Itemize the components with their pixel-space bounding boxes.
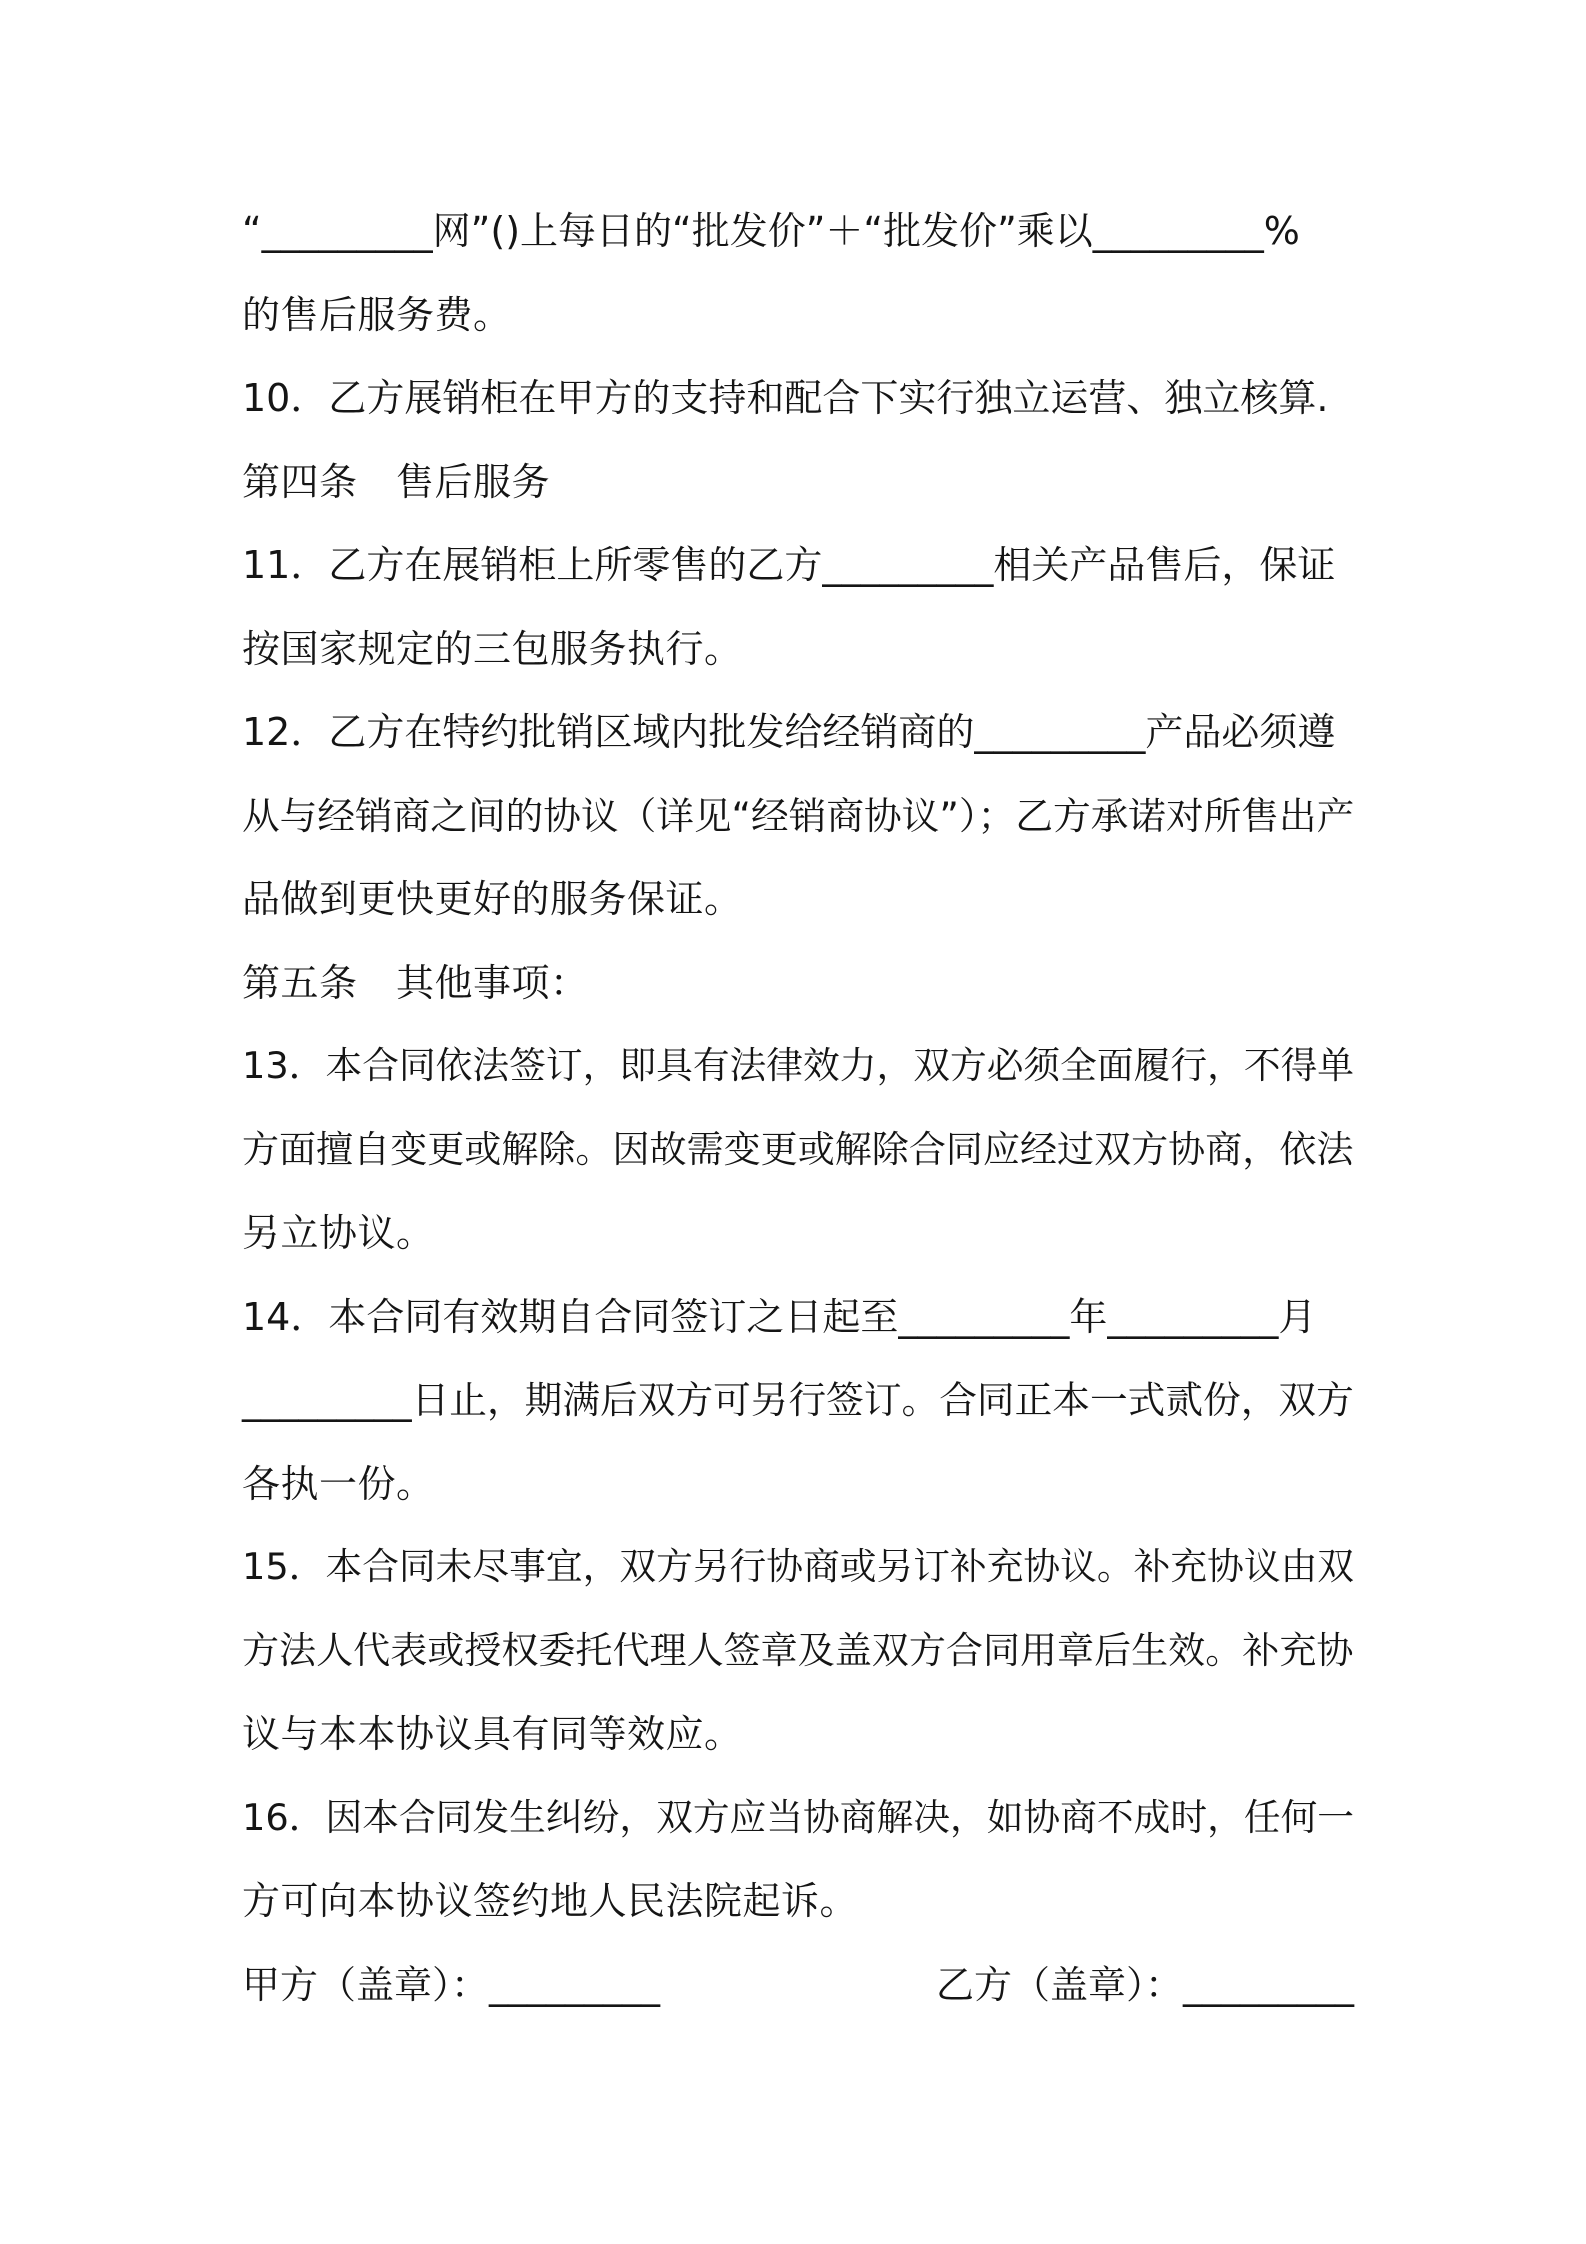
contract-text [242, 196, 1354, 1950]
text-line: 品做到更快更好的服务保证。 [242, 877, 743, 921]
text-line: 议与本本协议具有同等效应。 [242, 1712, 743, 1756]
text-line: 11．乙方在展销柜上所零售的乙方_________相关产品售后，保证 [242, 543, 1336, 587]
party-a-seal-line: 甲方（盖章）：_________ [242, 1962, 661, 2007]
contract-body [242, 196, 1354, 2033]
party-b-seal-line: 乙方（盖章）：_________ [935, 1962, 1354, 2007]
text-line: 10．乙方展销柜在甲方的支持和配合下实行独立运营、独立核算. [242, 376, 1329, 420]
text-line: _________日止，期满后双方可另行签订。合同正本一式贰份，双方 [242, 1378, 1354, 1422]
text-line: 15．本合同未尽事宜，双方另行协商或另订补充协议。补充协议由双 [242, 1545, 1355, 1588]
text-line: 16．因本合同发生纠纷，双方应当协商解决，如协商不成时，任何一 [242, 1795, 1355, 1839]
text-line: 按国家规定的三包服务执行。 [242, 626, 743, 671]
text-line: 方法人代表或授权委托代理人签章及盖双方合同用章后生效。补充协 [242, 1628, 1354, 1672]
text-line: 12．乙方在特约批销区域内批发给经销商的_________产品必须遵 [242, 710, 1336, 754]
text-line: 方可向本协议签约地人民法院起诉。 [242, 1879, 859, 1923]
text-line: 另立协议。 [242, 1211, 435, 1255]
text-line: 方面擅自变更或解除。因故需变更或解除合同应经过双方协商，依法 [242, 1127, 1354, 1171]
text-line: 的售后服务费。 [242, 292, 512, 337]
text-line: 第五条 其他事项： [242, 960, 589, 1005]
text-line: 第四条 售后服务 [242, 459, 551, 504]
text-line: “_________网”()上每日的“批发价”＋“批发价”乘以_________% [242, 209, 1300, 253]
text-line: 14．本合同有效期自合同签订之日起至_________年_________月 [242, 1294, 1317, 1339]
signature-row [242, 1950, 1354, 2034]
text-line: 从与经销商之间的协议（详见“经销商协议”）；乙方承诺对所售出产 [242, 793, 1355, 838]
text-line: 13．本合同依法签订，即具有法律效力，双方必须全面履行，不得单 [242, 1044, 1355, 1087]
text-line: 各执一份。 [242, 1461, 435, 1506]
